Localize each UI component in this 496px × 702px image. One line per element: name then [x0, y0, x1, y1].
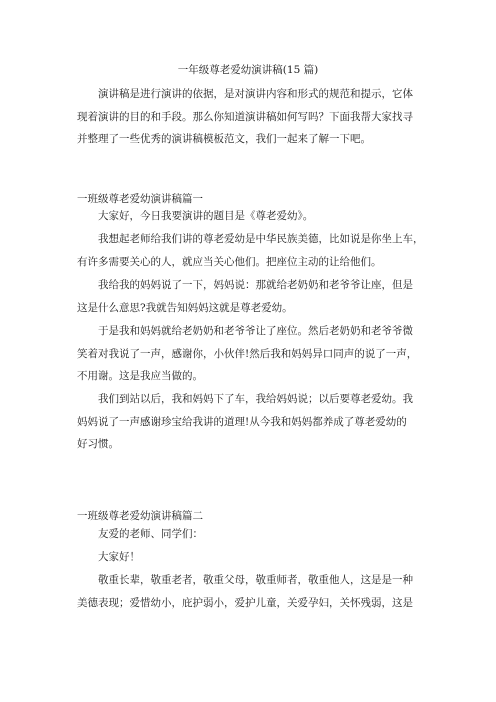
paragraph-line: 妈妈说了一声感谢珍宝给我讲的道理!从今我和妈妈都养成了尊老爱幼的: [77, 415, 407, 428]
section-heading-2: 一班级尊老爱幼演讲稿篇二: [77, 510, 203, 522]
paragraph-line: 友爱的老师、同学们：: [98, 528, 203, 540]
section1-paragraph: [77, 228, 427, 273]
paragraph-line: 大家好，今日我要演讲的题目是《尊老爱幼》。: [98, 210, 314, 222]
intro-line: 演讲稿是进行演讲的依据，是对演讲内容和形式的规范和提示，它体: [98, 88, 413, 100]
section2-paragraph: [77, 569, 427, 614]
document-title: 一年级尊老爱幼演讲稿(15 篇): [177, 64, 319, 76]
paragraph-line: 我给我的妈妈说了一下，妈妈说：那就给老奶奶和老爷爷让座，但是: [98, 279, 413, 291]
paragraph-line: 这是什么意思?我就告知妈妈这就是尊老爱幼。: [77, 301, 293, 314]
paragraph-line: 敬重长辈，敬重老者，敬重父母，敬重师者，敬重他人，这是是一种: [98, 574, 413, 586]
section1-paragraph: [77, 320, 427, 388]
paragraph-line: 笑着对我说了一声，感谢你，小伙伴!然后我和妈妈异口同声的说了一声，: [77, 347, 418, 360]
paragraph-line: 有许多需要关心的人，就应当关心他们。把座位主动的让给他们。: [77, 255, 382, 268]
section1-paragraph: [77, 388, 427, 456]
section2-paragraph: [77, 546, 427, 569]
paragraph-line: 于是我和妈妈就给老奶奶和老爷爷让了座位。然后老奶奶和老爷爷微: [98, 325, 413, 337]
paragraph-line: 美德表现；爱惜幼小，庇护弱小，爱护儿童，关爱孕妇，关怀残弱，这是: [77, 596, 413, 609]
intro-line: 现着演讲的目的和手段。那么你知道演讲稿如何写吗？下面我帮大家找寻: [77, 110, 413, 123]
section2-paragraph: [77, 523, 427, 546]
paragraph-line: 大家好！: [98, 551, 140, 563]
paragraph-line: 不用谢。这是我应当做的。: [77, 370, 203, 382]
section1-paragraph: [77, 205, 427, 228]
intro-paragraph: [77, 83, 427, 151]
section1-paragraph: [77, 274, 427, 319]
paragraph-line: 好习惯。: [77, 438, 119, 450]
paragraph-line: 我想起老师给我们讲的尊老爱幼是中华民族美德，比如说是你坐上车，: [98, 233, 424, 245]
intro-line: 并整理了一些优秀的演讲稿模板范文，我们一起来了解一下吧。: [77, 133, 371, 145]
section-heading-1: 一班级尊老爱幼演讲稿篇一: [77, 193, 203, 205]
paragraph-line: 我们到站以后，我和妈妈下了车，我给妈妈说；以后要尊老爱幼。我: [98, 393, 413, 405]
